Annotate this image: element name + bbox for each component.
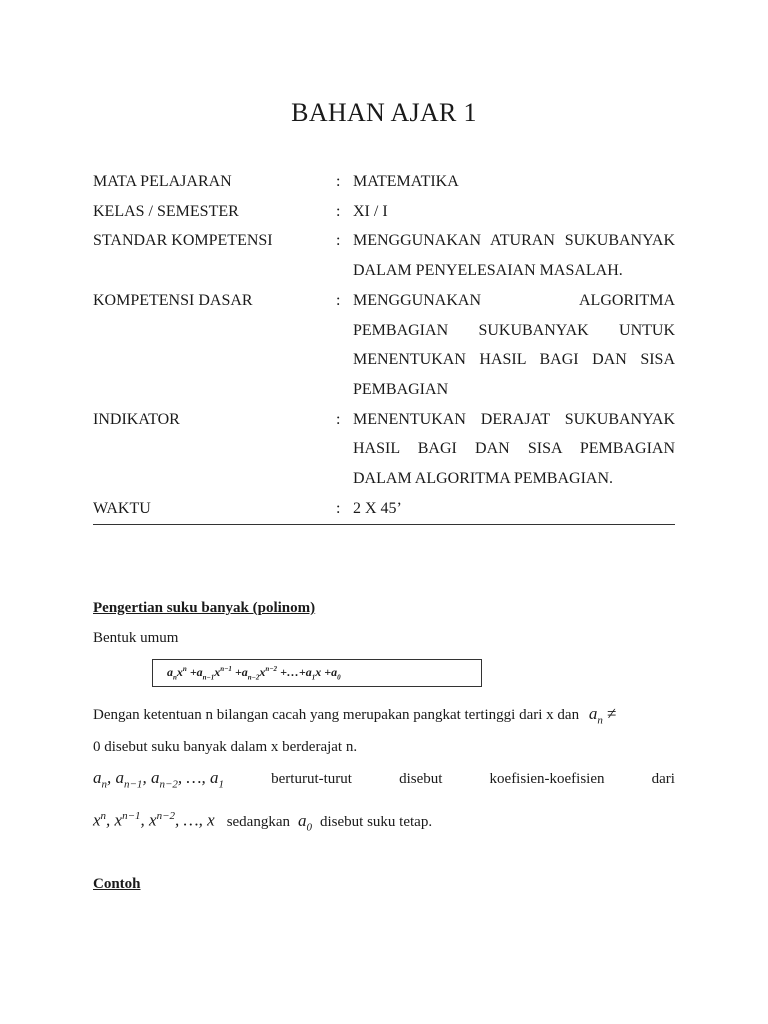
info-value: MENGGUNAKAN ALGORITMA PEMBAGIAN SUKUBANYAK UNTUK MENENTUKAN HASIL BAGI DAN SISA PEMBAGIAN [353,291,675,398]
info-colon: : [336,410,341,428]
sedangkan-text: sedangkan [226,813,290,830]
coefficient-sequence-formula: $a_n$, $a_{n-1}$, $a_{n-2}$, …, $a_1$ [93,768,224,791]
document-title: BAHAN AJAR 1 [291,98,477,127]
info-row [93,286,675,405]
info-label: WAKTU [93,494,336,525]
info-value: MATEMATIKA [353,173,459,190]
info-row [93,226,675,285]
coef-word-3: koefisien-koefisien [489,771,605,787]
info-colon: : [336,232,341,250]
info-value: MENENTUKAN DERAJAT SUKUBANYAK HASIL BAGI DAN SISA PEMBAGIAN DALAM ALGORITMA PEMBAGIAN. [353,410,675,488]
info-label: INDIKATOR [93,410,180,428]
coef-word-2: disebut [399,771,443,787]
general-form-formula: $a_nx^n +a_{n-1}x^{n-1} +a_{n-2}x^{n-2}$ $+\dots+a_1x +a_0$ [152,659,482,687]
info-value: XI / I [353,202,388,220]
power-sequence-formula: $x^n$, $x^{n-1}$, $x^{n-2}$, …, x [93,810,215,830]
a0-formula: $a_0$ [298,810,312,834]
power-line [93,810,432,833]
info-value: MENGGUNAKAN ATURAN SUKUBANYAK DALAM PENYELESAIAN MASALAH. [353,232,675,280]
coef-word-4: dari [651,771,675,787]
info-label: KELAS / SEMESTER [93,202,239,220]
info-row [93,494,675,525]
info-table [93,167,675,525]
info-row [93,197,675,227]
info-row [93,405,675,494]
bentuk-umum-label: Bentuk umum [93,630,179,646]
info-colon: : [336,291,341,309]
coefficient-line [93,768,675,790]
info-colon: : [336,173,341,190]
coef-word-1: berturut-turut [271,771,352,787]
info-row [93,167,675,197]
contoh-heading: Contoh [93,876,141,892]
section-heading: Pengertian suku banyak (polinom) [93,600,316,616]
an-not-zero-formula: $a_n$ ≠ [588,704,617,727]
info-colon: : [336,494,353,525]
info-value: 2 X 45’ [353,494,675,525]
info-label: KOMPETENSI DASAR [93,291,253,309]
suku-tetap-text: disebut suku tetap. [320,813,433,830]
paragraph-line-2: 0 disebut suku banyak dalam x berderajat n. [93,739,358,755]
paragraph-line-1 [93,704,616,726]
info-label: MATA PELAJARAN [93,173,232,190]
info-colon: : [336,202,341,220]
info-label: STANDAR KOMPETENSI [93,232,273,250]
paragraph-line-1-text: Dengan ketentuan n bilangan cacah yang merupakan pangkat tertinggi dari x dan [93,707,580,723]
